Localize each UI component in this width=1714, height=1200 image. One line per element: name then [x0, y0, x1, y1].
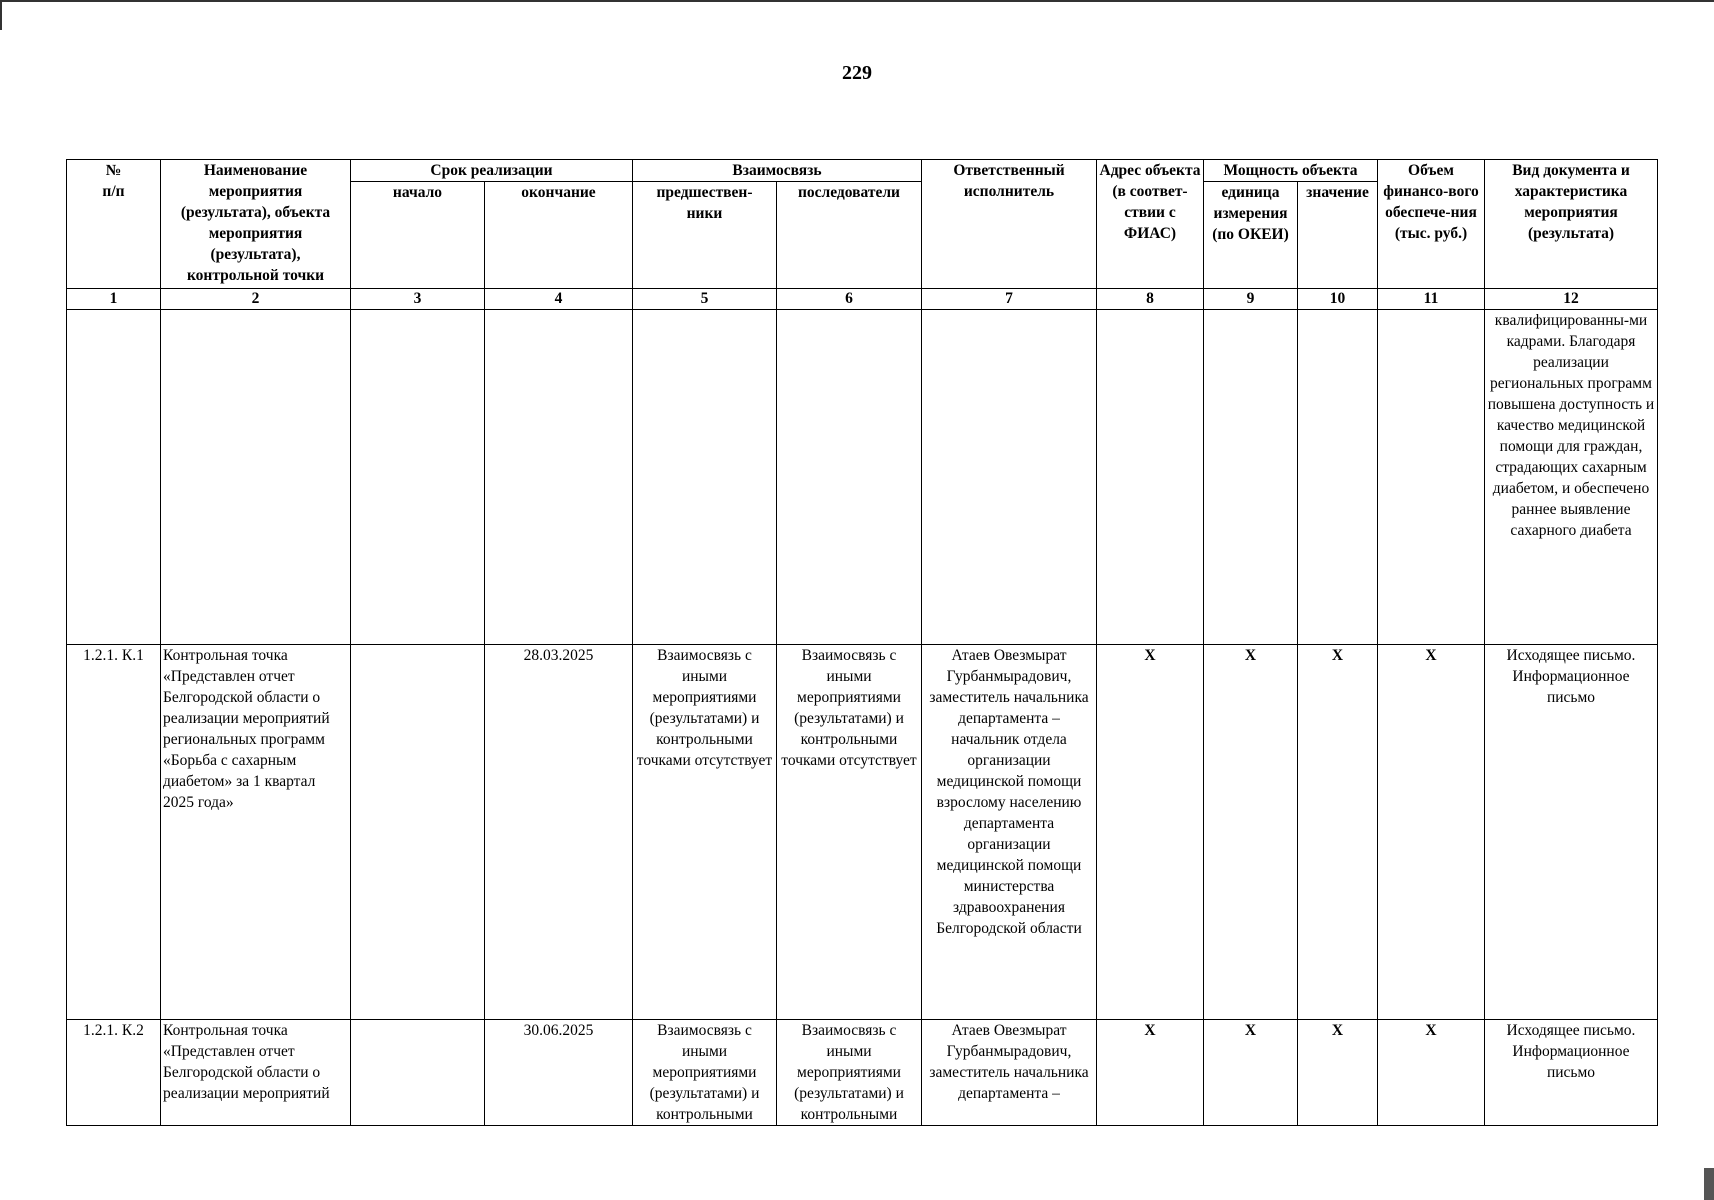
column-number: 10: [1298, 289, 1378, 310]
scan-edge-top: [0, 0, 1714, 2]
column-number: 7: [922, 289, 1097, 310]
cell-successors: Взаимосвязь с иными мероприятиями (результатами) и контрольными точками отсутствует: [777, 645, 922, 1020]
cell-document: квалифицированны-ми кадрами. Благодаря реализации региональных программ повышена доступность и качество медицинской помощи для граждан, страдающих сахарным диабетом, и обеспечено раннее выявление сахарного диабета: [1485, 310, 1658, 645]
cell-successors: [777, 310, 922, 645]
cell-predecessors: [633, 310, 777, 645]
scan-edge-left: [0, 0, 2, 30]
cell-unit: Х: [1204, 1020, 1298, 1126]
cell-address: [1097, 310, 1204, 645]
cell-value: Х: [1298, 1020, 1378, 1126]
cell-responsible: [922, 310, 1097, 645]
cell-code: 1.2.1. К.2: [67, 1020, 161, 1126]
header-col-name: Наименование мероприятия (результата), объекта мероприятия (результата), контрольной точки: [161, 160, 351, 289]
cell-document: Исходящее письмо. Информационное письмо: [1485, 1020, 1658, 1126]
header-col-document: Вид документа и характеристика мероприятия (результата): [1485, 160, 1658, 289]
cell-finance: Х: [1378, 645, 1485, 1020]
cell-finance: [1378, 310, 1485, 645]
column-number: 9: [1204, 289, 1298, 310]
header-col-finance: Объем финансо-вого обеспече-ния (тыс. руб.): [1378, 160, 1485, 289]
activity-table: [66, 159, 1658, 1126]
column-number: 1: [67, 289, 161, 310]
cell-start: [351, 1020, 485, 1126]
cell-end: 28.03.2025: [485, 645, 633, 1020]
cell-code: [67, 310, 161, 645]
column-number: 6: [777, 289, 922, 310]
cell-address: Х: [1097, 1020, 1204, 1126]
column-number-row: [67, 289, 1658, 310]
cell-finance: Х: [1378, 1020, 1485, 1126]
header-col-start: начало: [351, 182, 485, 289]
cell-address: Х: [1097, 645, 1204, 1020]
header-col-responsible: Ответственный исполнитель: [922, 160, 1097, 289]
cell-value: Х: [1298, 645, 1378, 1020]
table-row: [67, 1020, 1658, 1126]
header-col-address: Адрес объекта (в соответ-ствии с ФИАС): [1097, 160, 1204, 289]
column-number: 5: [633, 289, 777, 310]
page-number: 229: [842, 62, 872, 84]
column-number: 3: [351, 289, 485, 310]
header-col-value: значение: [1298, 182, 1378, 289]
header-col-end: окончание: [485, 182, 633, 289]
header-group-term: Срок реализации: [351, 160, 633, 182]
header-group-link: Взаимосвязь: [633, 160, 922, 182]
cell-unit: [1204, 310, 1298, 645]
header-col-successors: последователи: [777, 182, 922, 289]
header-col-number: № п/п: [67, 160, 161, 289]
cell-predecessors: Взаимосвязь с иными мероприятиями (результатами) и контрольными точками отсутствует: [633, 645, 777, 1020]
column-number: 8: [1097, 289, 1204, 310]
cell-document: Исходящее письмо. Информационное письмо: [1485, 645, 1658, 1020]
cell-successors: Взаимосвязь с иными мероприятиями (результатами) и контрольными: [777, 1020, 922, 1126]
cell-end: [485, 310, 633, 645]
header-row-1: [67, 160, 1658, 182]
cell-end: 30.06.2025: [485, 1020, 633, 1126]
column-number: 2: [161, 289, 351, 310]
header-col-unit: единица измерения (по ОКЕИ): [1204, 182, 1298, 289]
cell-predecessors: Взаимосвязь с иными мероприятиями (результатами) и контрольными: [633, 1020, 777, 1126]
cell-start: [351, 645, 485, 1020]
cell-name: Контрольная точка «Представлен отчет Белгородской области о реализации мероприятий региональных программ «Борьба с сахарным диабетом» за 1 квартал 2025 года»: [161, 645, 351, 1020]
column-number: 4: [485, 289, 633, 310]
header-group-power: Мощность объекта: [1204, 160, 1378, 182]
cell-responsible: Атаев Овезмырат Гурбанмырадович, заместитель начальника департамента –: [922, 1020, 1097, 1126]
column-number: 11: [1378, 289, 1485, 310]
cell-name: Контрольная точка «Представлен отчет Белгородской области о реализации мероприятий: [161, 1020, 351, 1126]
table-row: [67, 310, 1658, 645]
column-number: 12: [1485, 289, 1658, 310]
table-row: [67, 645, 1658, 1020]
header-col-predecessors: предшествен- ники: [633, 182, 777, 289]
cell-unit: Х: [1204, 645, 1298, 1020]
cell-name: [161, 310, 351, 645]
cell-code: 1.2.1. К.1: [67, 645, 161, 1020]
cell-responsible: Атаев Овезмырат Гурбанмырадович, заместитель начальника департамента – начальник отдела организации медицинской помощи взрослому населению департамента организации медицинской помощи министерства здравоохранения Белгородской области: [922, 645, 1097, 1020]
cell-start: [351, 310, 485, 645]
scan-edge-right: [1704, 1168, 1714, 1200]
cell-value: [1298, 310, 1378, 645]
